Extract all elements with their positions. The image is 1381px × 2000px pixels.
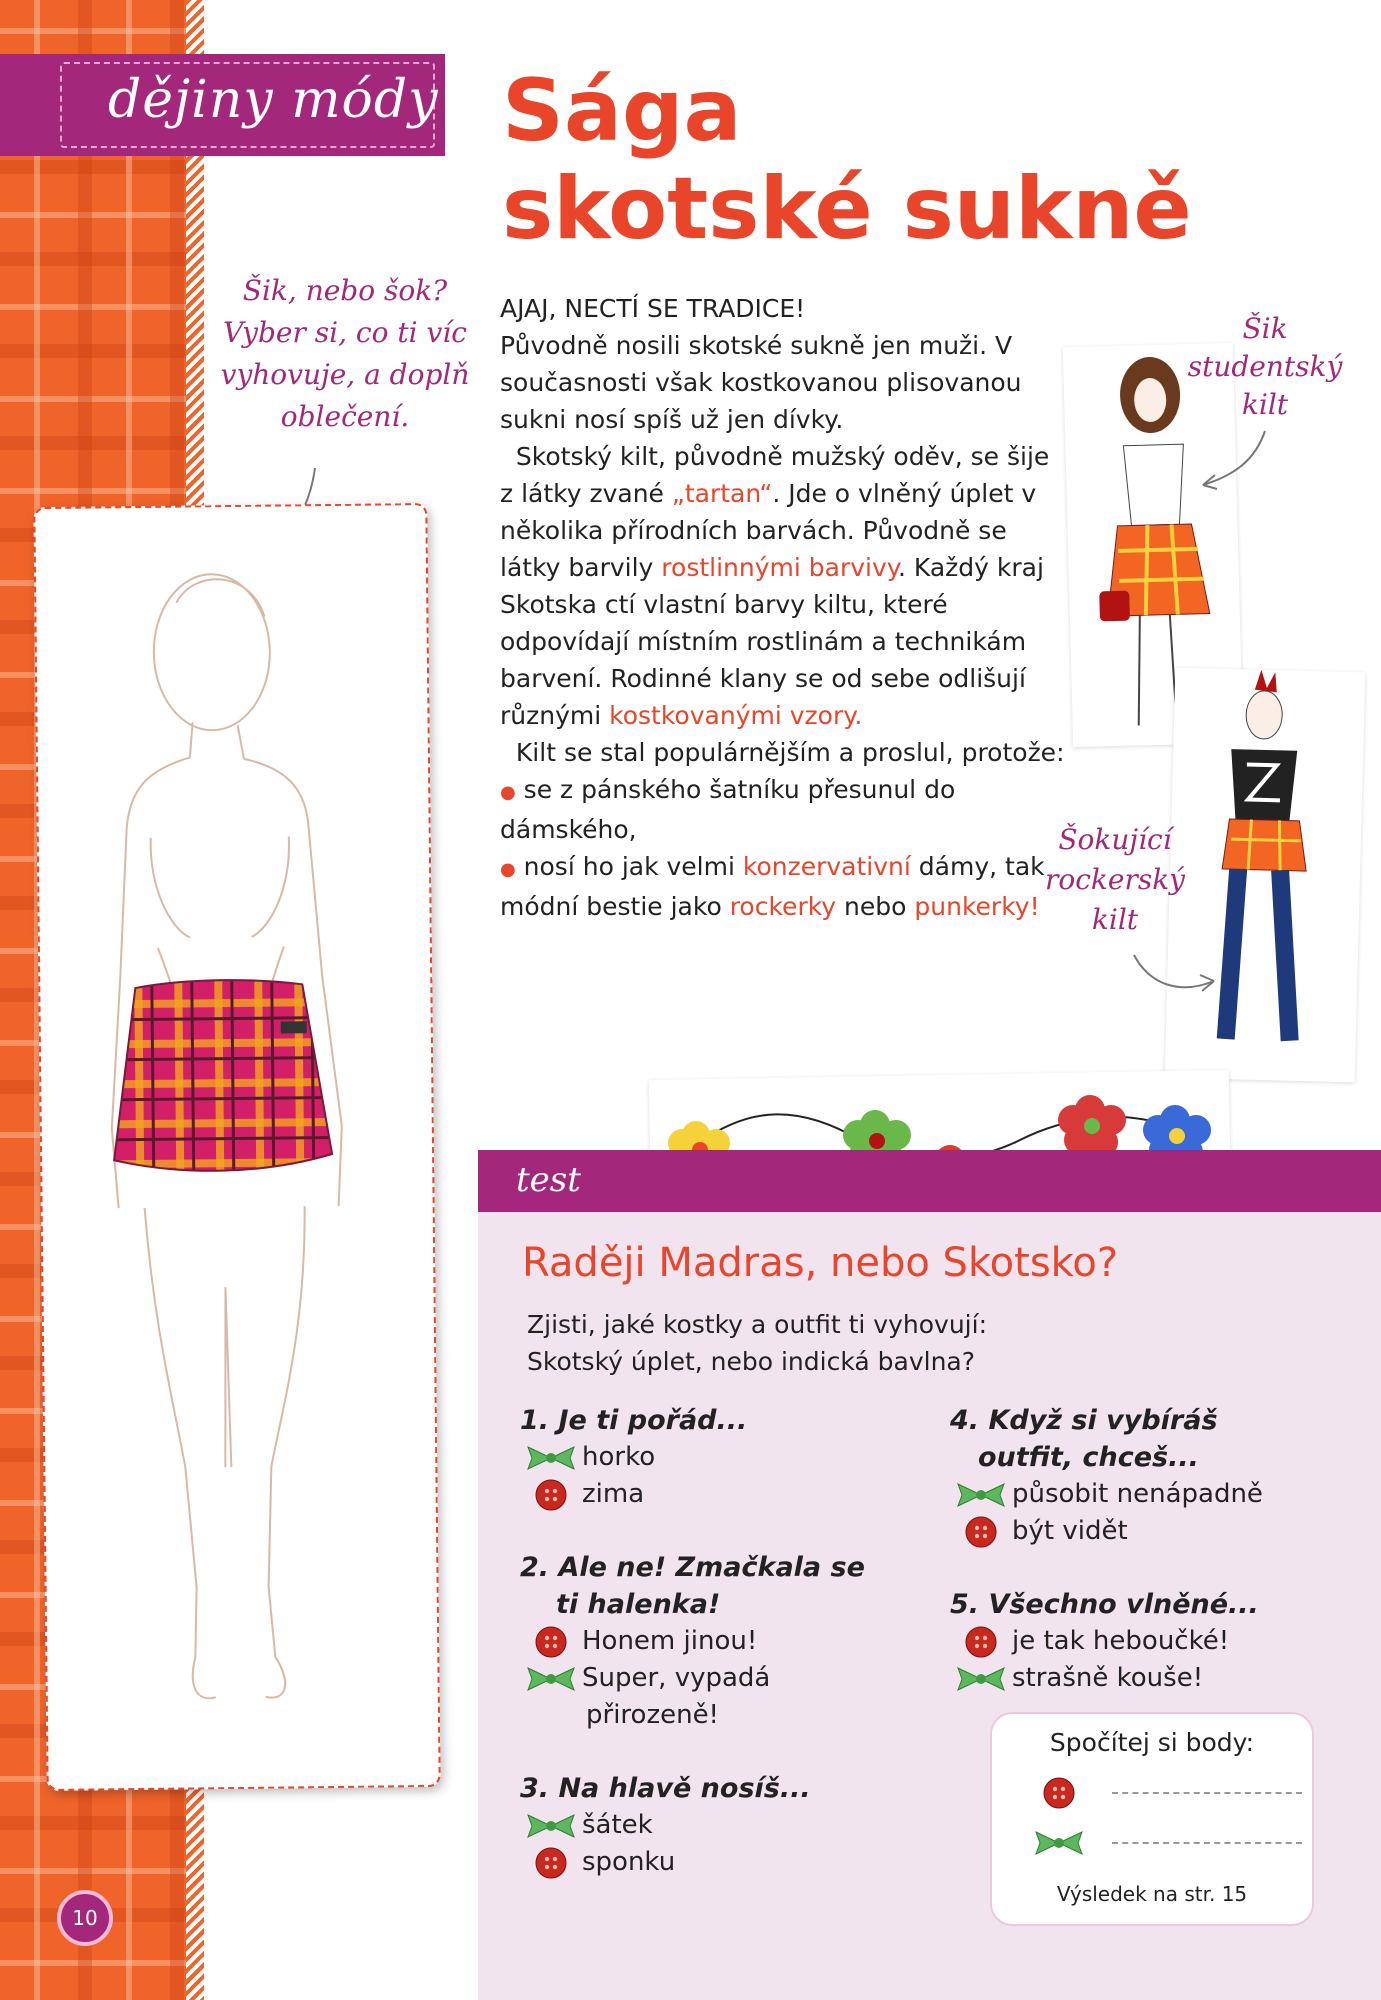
arrow-right-icon: [1130, 945, 1220, 1005]
section-tag-label: dějiny módy: [108, 70, 439, 130]
question-4: [950, 1402, 1263, 1550]
score-title: Spočítej si body:: [1049, 1728, 1255, 1757]
answer-text: působit nenápadně: [1012, 1479, 1263, 1509]
figure-outline: [35, 505, 438, 1789]
text-run: Skotský kilt, původně mužský oděv, se šije z látky zvané: [500, 442, 1050, 508]
answer-option[interactable]: [520, 1623, 865, 1660]
question-5: [950, 1586, 1259, 1697]
test-label: test: [516, 1160, 581, 1200]
text-run: dámy, tak módní bestie jako: [500, 852, 1045, 921]
button-icon: [520, 1844, 582, 1881]
answer-text: Super, vypadá: [582, 1663, 771, 1693]
test-intro-line: Zjisti, jaké kostky a outfit ti vyhovují:: [527, 1310, 987, 1339]
page-title: [502, 62, 1192, 258]
page-number: 10: [57, 1890, 113, 1946]
handnote-line: studentský: [1187, 350, 1343, 383]
score-blank[interactable]: [1112, 1792, 1302, 1794]
handnote-line: oblečení.: [280, 400, 410, 433]
answer-text: být vidět: [1012, 1516, 1128, 1546]
dress-up-card[interactable]: [33, 503, 440, 1791]
highlight-text: „tartan“: [671, 479, 773, 508]
bow-icon: [950, 1476, 1012, 1513]
answer-option[interactable]: [520, 1807, 811, 1844]
answer-option[interactable]: [950, 1476, 1263, 1513]
arrow-left-icon: [1195, 425, 1275, 495]
score-row-button[interactable]: [1028, 1774, 1302, 1811]
button-icon: [520, 1623, 582, 1660]
answer-text: šátek: [582, 1810, 653, 1840]
question-1: [520, 1402, 747, 1513]
handnote-line: Vyber si, co ti víc: [223, 316, 467, 349]
test-intro: [527, 1306, 1087, 1380]
bullet-icon: ●: [500, 782, 516, 803]
handnote-line: vyhovuje, a doplň: [220, 358, 470, 391]
button-icon: [1028, 1774, 1090, 1811]
handnote-line: rockerský: [1045, 863, 1185, 896]
answer-option[interactable]: [520, 1844, 811, 1881]
article-p2: Původně nosili skotské sukně jen muži. V současnosti však kostkovanou plisovanou sukni nosí spíš už jen dívky.: [500, 331, 1022, 434]
question-text: 1. Je ti pořád...: [520, 1405, 748, 1436]
text-run: . Každý kraj Skotska ctí vlastní barvy kiltu, které odpovídají místním rostlinám a technikám barvení. Rodinné klany se od sebe odlišují různými: [500, 553, 1044, 730]
article-p4: [500, 734, 1065, 771]
test-title: Raději Madras, nebo Skotsko?: [522, 1240, 1119, 1286]
question-text: 5. Všechno vlněné...: [950, 1589, 1259, 1620]
text-run: nebo: [836, 892, 915, 921]
handnote-left: [215, 270, 475, 438]
bow-icon: [520, 1807, 582, 1844]
answer-text: přirozeně!: [586, 1700, 719, 1730]
handnote-line: kilt: [1241, 388, 1289, 421]
highlight-text: kostkovanými vzory.: [609, 701, 863, 730]
handnote-line: Šik: [1242, 312, 1288, 345]
button-icon: [950, 1513, 1012, 1550]
article-p1: AJAJ, NECTÍ SE TRADICE!: [500, 294, 806, 323]
test-header-band: [478, 1150, 1381, 1212]
question-text: 4. Když si vybíráš: [950, 1405, 1218, 1436]
highlight-text: rockerky: [729, 892, 837, 921]
article-bullet2: [500, 848, 1065, 925]
answer-option[interactable]: [520, 1476, 747, 1513]
highlight-text: rostlinnými barvivy: [661, 553, 899, 582]
article-p3: [500, 438, 1065, 734]
score-box: [990, 1712, 1314, 1926]
handnote-line: Šik, nebo šok?: [242, 274, 448, 307]
bow-icon: [1028, 1824, 1090, 1861]
score-blank[interactable]: [1112, 1842, 1302, 1844]
question-text: 3. Na hlavě nosíš...: [520, 1773, 811, 1804]
article-bullet1: [500, 771, 1065, 848]
answer-text: strašně kouše!: [1012, 1663, 1204, 1693]
text-run: Kilt se stal populárnějším a proslul, protože:: [515, 738, 1065, 767]
section-tag: [0, 54, 445, 156]
button-icon: [520, 1476, 582, 1513]
question-text: outfit, chceš...: [978, 1442, 1199, 1473]
answer-option[interactable]: [950, 1660, 1259, 1697]
button-icon: [950, 1623, 1012, 1660]
text-run: se z pánského šatníku přesunul do dámského,: [500, 775, 956, 844]
text-run: nosí ho jak velmi: [523, 852, 743, 881]
answer-option[interactable]: [950, 1513, 1263, 1550]
question-text: 2. Ale ne! Zmačkala se: [520, 1552, 865, 1583]
bow-icon: [520, 1660, 582, 1697]
handnote-line: Šokující: [1058, 823, 1172, 856]
test-intro-line: Skotský úplet, nebo indická bavlna?: [527, 1347, 975, 1376]
answer-text: zima: [582, 1479, 645, 1509]
answer-text: sponku: [582, 1847, 676, 1877]
question-2: [520, 1549, 865, 1734]
bullet-icon: ●: [500, 859, 516, 880]
handnote-line: kilt: [1091, 903, 1139, 936]
title-line1: Sága: [502, 61, 742, 161]
answer-text: je tak heboučké!: [1012, 1626, 1230, 1656]
question-text: ti halenka!: [556, 1589, 721, 1620]
answer-option[interactable]: [520, 1660, 865, 1697]
flower-icon: [1058, 1095, 1126, 1157]
highlight-text: konzervativní: [742, 852, 911, 881]
question-3: [520, 1770, 811, 1881]
answer-text: horko: [582, 1442, 656, 1472]
handnote-student: [1170, 310, 1360, 424]
bow-icon: [520, 1439, 582, 1476]
bow-icon: [950, 1660, 1012, 1697]
handnote-rocker: [1030, 820, 1200, 940]
score-row-bow[interactable]: [1028, 1824, 1302, 1861]
kilt-drawing: [112, 979, 332, 1172]
answer-continuation: [520, 1697, 865, 1734]
answer-option[interactable]: [950, 1623, 1259, 1660]
answer-text: Honem jinou!: [582, 1626, 758, 1656]
title-line2: skotské sukně: [502, 159, 1192, 259]
text-run: . Jde o vlněný úplet v několika přírodních barvách. Původně se látky barvily: [500, 479, 1037, 582]
score-result-note: Výsledek na str. 15: [1056, 1882, 1248, 1906]
article-body: [500, 290, 1065, 925]
highlight-text: punkerky!: [914, 892, 1040, 921]
answer-option[interactable]: [520, 1439, 747, 1476]
